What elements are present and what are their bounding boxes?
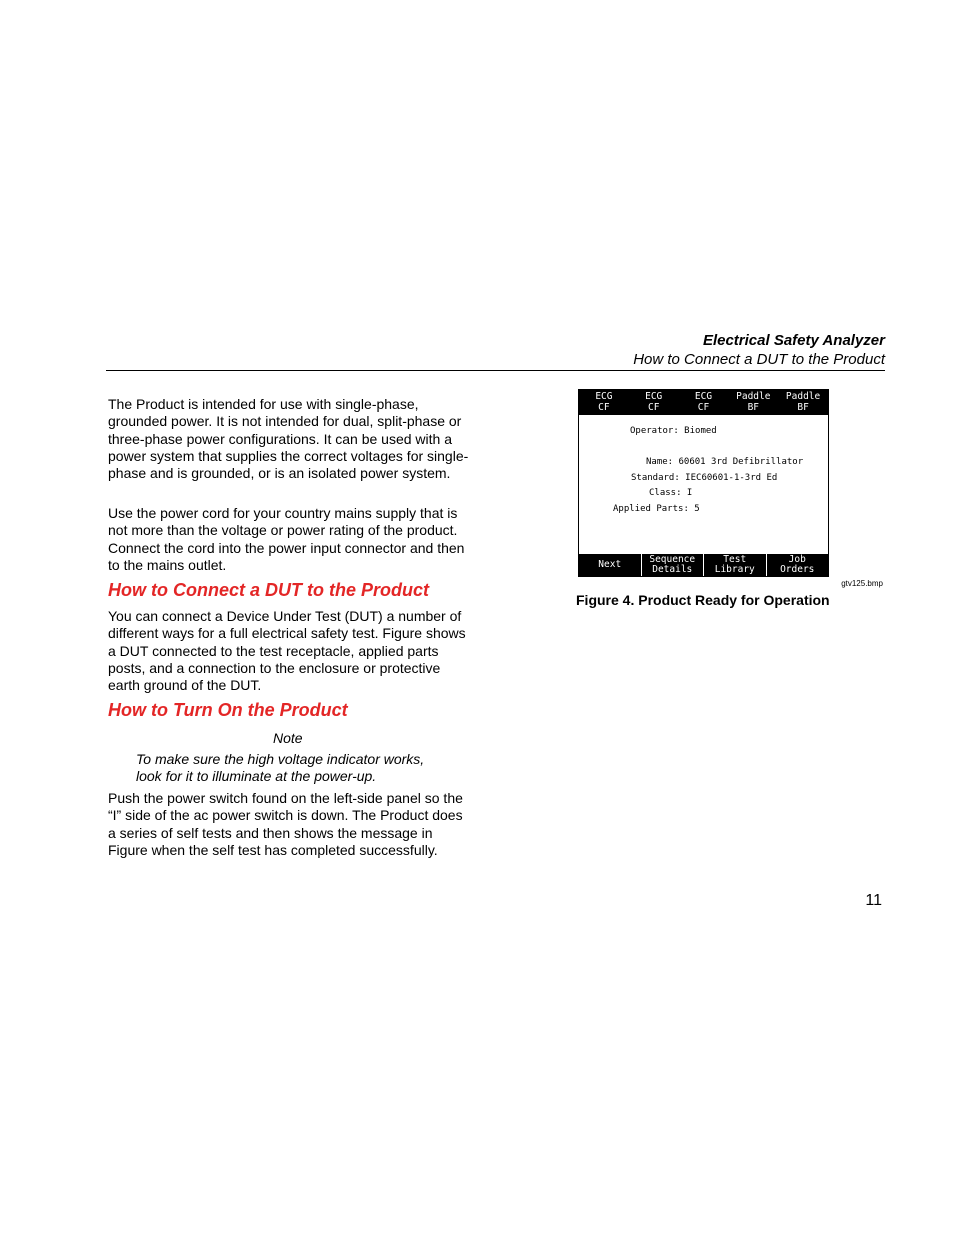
softkey-ecg-cf-1: ECG CF (595, 391, 613, 413)
intro-text-1: The Product is intended for use with single-phase, grounded power. It is not intended for dual, split-phase or three-phase power configurations. It can be used with a power system that supplies the correct voltages for single-phase and is grounded, or is an isolated power system. (108, 396, 469, 482)
softkey-paddle-bf-1: Paddle BF (736, 391, 771, 413)
heading-turn-on: How to Turn On the Product (108, 700, 348, 720)
note-text: To make sure the high voltage indicator works, look for it to illuminate at the power-up. (136, 751, 425, 784)
softkey-ecg-cf-3: ECG CF (694, 391, 713, 413)
screen-class: Class: I (649, 488, 693, 498)
header-divider (106, 370, 885, 371)
turn-on-paragraph (108, 790, 470, 859)
screen-applied-parts: Applied Parts: 5 (613, 504, 700, 514)
screen-standard: Standard: IEC60601-1-3rd Ed (631, 473, 778, 483)
figure-filename: gtv125.bmp (841, 579, 883, 588)
screen-operator: Operator: Biomed (630, 426, 717, 436)
softkey-ecg-cf-2: ECG CF (645, 391, 663, 413)
turn-on-text: Push the power switch found on the left-side panel so the “I” side of the ac power switch is down. The Product does a series of self tests and then shows the message in Figure when the self test has completed successfully. (108, 790, 463, 858)
softkey-bar-bottom (579, 554, 828, 576)
intro-paragraph-1 (108, 396, 470, 482)
heading-connect-dut: How to Connect a DUT to the Product (108, 580, 429, 600)
connect-dut-paragraph (108, 608, 470, 694)
running-header-title: Electrical Safety Analyzer (702, 332, 885, 349)
note-label: Note (273, 730, 303, 746)
intro-paragraph-2 (108, 505, 470, 574)
softkey-job-orders: Job Orders (766, 554, 829, 576)
figure-caption: Figure 4. Product Ready for Operation (576, 592, 830, 608)
intro-text-2: Use the power cord for your country mains supply that is not more than the voltage or power rating of the product. Connect the cord into the power input connector and then to the mains outlet. (108, 505, 465, 573)
product-screen-figure (578, 389, 829, 577)
page-number: 11 (865, 892, 882, 909)
softkey-paddle-bf-2: Paddle BF (785, 391, 821, 413)
softkey-test-library: Test Library (703, 554, 766, 576)
softkey-next: Next (598, 558, 622, 570)
connect-dut-text: You can connect a Device Under Test (DUT) a number of different ways for a full electrical safety test. Figure shows a DUT connected to the test receptacle, applied parts posts, and a connection to the enclosure or protective earth ground of the DUT. (108, 608, 466, 694)
running-header-subtitle: How to Connect a DUT to the Product (633, 351, 885, 368)
screen-name: Name: 60601 3rd Defibrillator (646, 457, 804, 467)
softkey-bar-top (579, 390, 828, 415)
softkey-sequence-details: Sequence Details (641, 554, 704, 576)
